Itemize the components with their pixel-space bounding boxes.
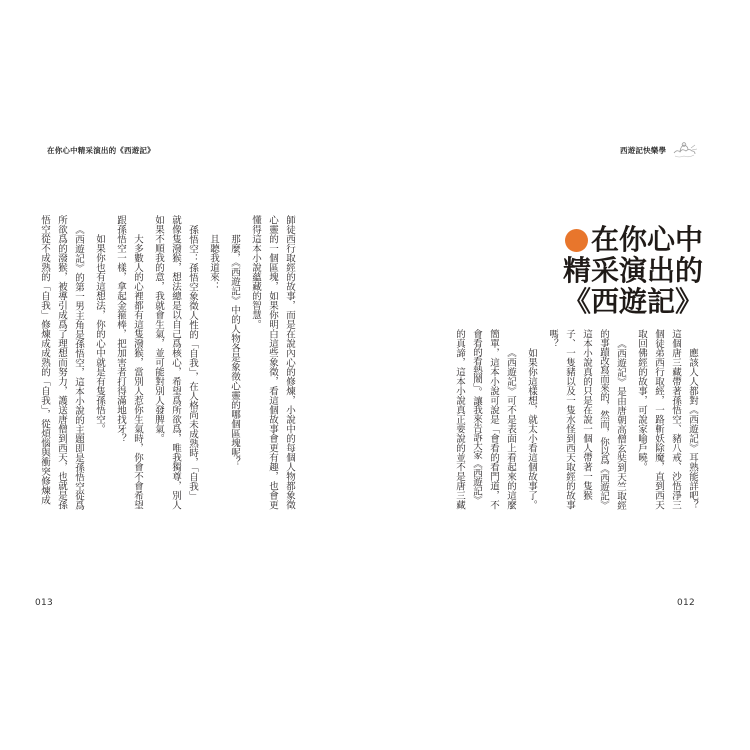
title-line-3: 《西遊記》 (562, 285, 703, 318)
text-column: 的真諦，這本小說真正要說的並不是唐三藏 (454, 329, 465, 510)
paragraph (112, 215, 146, 515)
text-column: 簡單，這本小說可說是「會看的看門道，不 (488, 329, 499, 510)
paragraph (150, 215, 201, 515)
text-column: 跟孫悟空一樣，拿起金箍棒，把加害者打得滿地找牙？ (115, 215, 126, 443)
text-column: 孫悟空：孫悟空象徵人性的「自我」，在人格尚未成熟時，「自我」 (187, 224, 198, 500)
text-column: 如果你也有這想法，你的心中就是有隻孫悟空。 (94, 234, 105, 434)
text-column: 應該人人都對《西遊記》耳熟能詳吧？ (687, 348, 698, 510)
text-column: 這個唐三藏帶著孫悟空、豬八戒、沙悟淨三 (670, 329, 681, 510)
header-doodle-icon (671, 140, 699, 160)
text-column: 《西遊記》可不是表面上看起來的這麼 (505, 348, 516, 510)
title-bullet-icon (565, 229, 588, 252)
text-column: 《西遊記》是由唐朝高僧玄奘到天竺取經 (615, 338, 626, 510)
text-column: 取回佛經的故事，可說家喻戶曉。 (636, 329, 647, 472)
right-running-head: 西遊記快樂學 (620, 146, 667, 155)
text-column: 那麼，《西遊記》中的人物各是象徵心靈的哪個區塊呢？ (229, 234, 240, 467)
text-column: 嗎？ (547, 329, 558, 348)
right-page-number: 012 (677, 598, 696, 608)
text-column: 如果不順我的意，我就會生氣，並可能對別人發脾氣。 (153, 215, 164, 443)
paragraph (226, 215, 243, 515)
left-page-number: 013 (35, 598, 54, 608)
chapter-title (563, 224, 703, 317)
paragraph (451, 329, 519, 515)
text-column: 心靈的一個區塊，如果你明白這些象徵，看這個故事會更有趣，也會更 (267, 215, 278, 510)
text-column: 的事蹟改寫而來的，然而，你以爲《西遊記》 (598, 329, 609, 509)
text-column: 師徒西行取經的故事，而是在說內心的修煉，小說中的每個人物都象徵 (284, 215, 295, 510)
text-column: 個徒弟西行取經，一路斬妖除魔，直到西天 (653, 329, 664, 510)
paragraph (91, 215, 108, 515)
left-body-text (36, 215, 298, 515)
text-column: 懂得這本小說蘊藏的智慧。 (250, 215, 261, 329)
text-column: 就像隻潑猴，想法總是以自己爲核心，希望爲所欲爲，唯我獨尊，別人 (170, 215, 181, 510)
text-column: 如果你這樣想，就太小看這個故事了。 (526, 348, 537, 510)
paragraph (36, 215, 87, 515)
text-column: 這本小說真的只是在說一個人帶著一隻猴 (581, 329, 592, 500)
text-column: 子、一隻豬以及一隻水怪到西天取經的故事 (564, 329, 575, 510)
text-column: 會看的看熱鬧」。讓我來告訴大家《西遊記》 (471, 329, 482, 505)
paragraph (633, 329, 701, 515)
title-line-1 (563, 224, 703, 255)
text-column: 且聽我道來： (208, 234, 219, 291)
paragraph (544, 329, 629, 515)
left-running-head: 在你心中精采演出的《西遊記》 (47, 146, 155, 155)
paragraph (523, 329, 540, 515)
paragraph (247, 215, 298, 515)
text-column: 《西遊記》的第一男主角是孫悟空，這本小說的主題即是孫悟空從爲 (73, 224, 84, 510)
text-column: 大多數人的心裡都有這隻潑猴，當別人惹你生氣時，你會不會希望 (132, 234, 143, 510)
title-line-2: 精采演出的 (562, 254, 703, 287)
text-column: 悟空從不成熟的「自我」修煉成成熟的「自我」，從煩惱與衝突修煉成 (39, 215, 50, 505)
right-body-text (451, 329, 701, 515)
title-line-1-text: 在你心中 (590, 223, 703, 256)
text-column: 所欲爲的潑猴，被導引成爲了理想而努力，護送唐僧到西天，也就是孫 (56, 215, 67, 510)
paragraph (205, 215, 222, 515)
